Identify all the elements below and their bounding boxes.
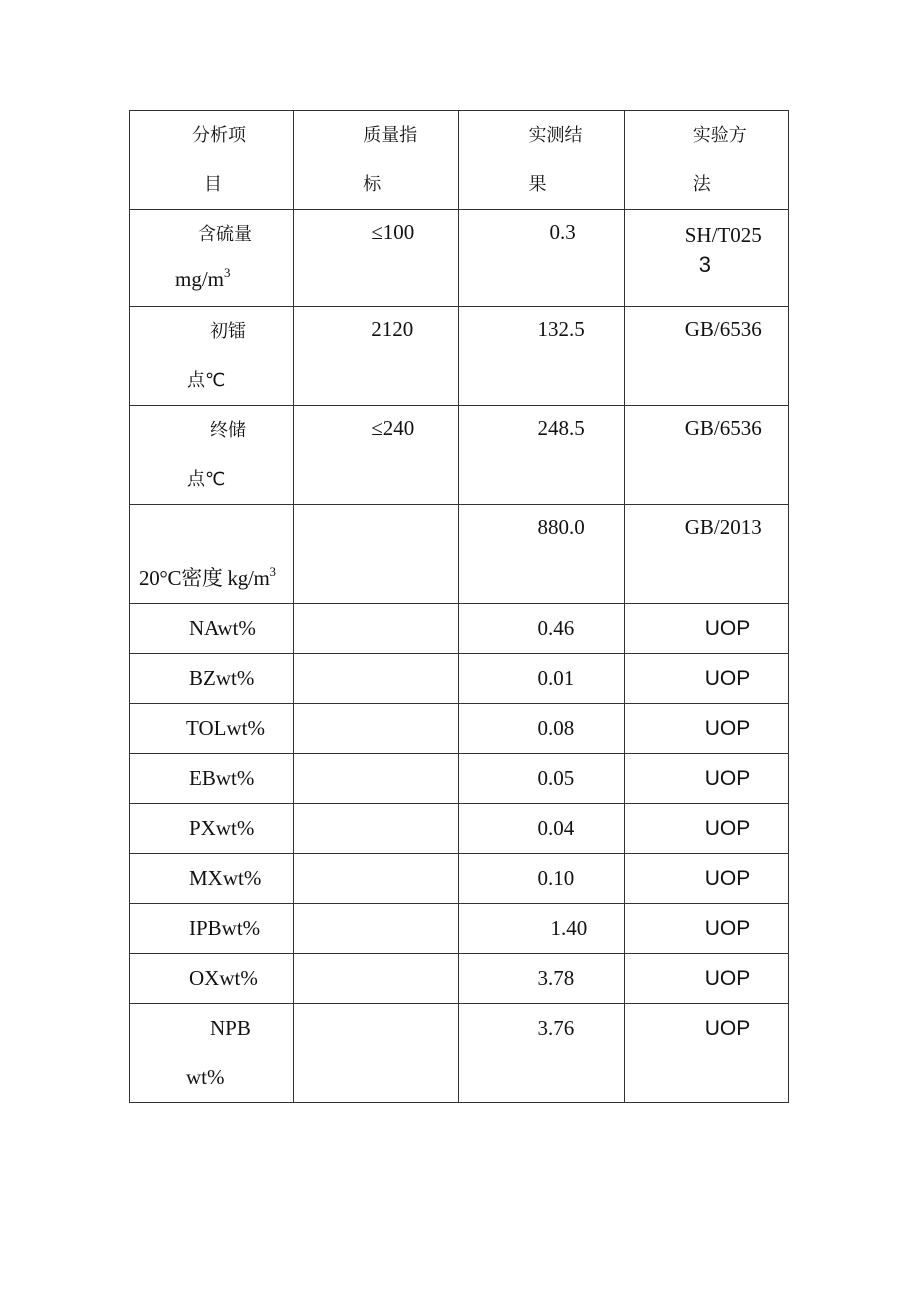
item-cell — [130, 754, 294, 804]
header-cell-result — [459, 111, 624, 210]
result-value: 132.5 — [537, 317, 585, 341]
table-header-row — [130, 111, 789, 210]
item-line-1: 初镭 — [210, 321, 246, 342]
item-cell — [130, 406, 294, 505]
item-label: TOLwt% — [186, 716, 265, 740]
item-label: MXwt% — [189, 866, 262, 890]
result-cell — [459, 307, 624, 406]
item-cell — [130, 704, 294, 754]
header-item-line-2: 目 — [204, 174, 222, 195]
table-row — [130, 604, 789, 654]
item-line-2 — [130, 255, 293, 304]
item-cell — [130, 604, 294, 654]
result-cell — [459, 754, 624, 804]
spec-cell — [294, 954, 459, 1004]
method-value: UOP — [704, 817, 751, 840]
method-value: UOP — [704, 967, 751, 990]
result-value: 0.04 — [537, 816, 575, 840]
result-cell — [459, 1004, 624, 1103]
spec-cell — [294, 704, 459, 754]
item-line-2: 点℃ — [187, 370, 226, 391]
method-cell — [624, 604, 788, 654]
table-row — [130, 854, 789, 904]
table-row — [130, 406, 789, 505]
table-row — [130, 1004, 789, 1103]
table-row — [130, 904, 789, 954]
spec-cell — [294, 904, 459, 954]
table-row — [130, 754, 789, 804]
item-cell — [130, 1004, 294, 1103]
header-spec-line-2: 标 — [363, 174, 382, 195]
method-value: UOP — [704, 667, 751, 690]
method-cell — [624, 406, 788, 505]
spec-cell — [294, 307, 459, 406]
method-line-2: 3 — [698, 252, 711, 277]
header-cell-item — [130, 111, 294, 210]
method-cell — [624, 904, 788, 954]
spec-value: ≤240 — [371, 416, 415, 440]
item-cell — [130, 505, 294, 604]
analysis-results-table — [129, 110, 789, 1103]
result-cell — [459, 804, 624, 854]
item-cell — [130, 954, 294, 1004]
table-row — [130, 954, 789, 1004]
header-method-line-2: 法 — [692, 174, 711, 195]
table-row — [130, 505, 789, 604]
spec-cell — [294, 854, 459, 904]
table-row — [130, 210, 789, 307]
item-label: IPBwt% — [189, 916, 261, 940]
item-label: BZwt% — [189, 666, 255, 690]
method-cell — [624, 704, 788, 754]
method-value: UOP — [704, 717, 751, 740]
result-cell — [459, 505, 624, 604]
unit-superscript: 3 — [224, 265, 231, 280]
result-cell — [459, 854, 624, 904]
item-line-1: 终储 — [210, 420, 246, 441]
spec-cell — [294, 604, 459, 654]
method-line-1: SH/T025 — [684, 223, 762, 247]
table-row — [130, 307, 789, 406]
result-cell — [459, 406, 624, 505]
result-cell — [459, 954, 624, 1004]
item-cell — [130, 854, 294, 904]
result-value: 0.08 — [537, 716, 575, 740]
header-spec-line-1: 质量指 — [363, 125, 418, 146]
method-value: UOP — [704, 617, 751, 640]
header-result-line-1: 实测结 — [528, 125, 583, 146]
item-cell — [130, 307, 294, 406]
spec-value: ≤100 — [371, 220, 415, 244]
table-row — [130, 654, 789, 704]
result-value: 248.5 — [537, 416, 585, 440]
result-cell — [459, 654, 624, 704]
table-row — [130, 704, 789, 754]
item-cell — [130, 654, 294, 704]
result-value: 0.01 — [537, 666, 575, 690]
method-cell — [624, 754, 788, 804]
spec-cell — [294, 1004, 459, 1103]
spec-cell — [294, 754, 459, 804]
spec-value: 2120 — [371, 317, 414, 341]
result-cell — [459, 210, 624, 307]
header-item-line-1: 分析项 — [192, 125, 246, 146]
spec-cell — [294, 505, 459, 604]
result-value: 0.46 — [537, 616, 575, 640]
method-cell — [624, 210, 788, 307]
item-unit: mg/m — [175, 267, 225, 291]
item-cell — [130, 210, 294, 307]
item-line-1: NPB — [210, 1016, 251, 1040]
header-result-line-2: 果 — [528, 174, 547, 195]
item-label: EBwt% — [189, 766, 255, 790]
result-cell — [459, 904, 624, 954]
unit-superscript: 3 — [269, 564, 276, 579]
item-label: OXwt% — [189, 966, 258, 990]
item-line-2: wt% — [186, 1065, 225, 1089]
method-value: UOP — [704, 867, 751, 890]
method-value: UOP — [704, 1017, 751, 1040]
method-value: GB/6536 — [684, 317, 762, 341]
result-value: 3.78 — [537, 966, 575, 990]
item-label: NAwt% — [189, 616, 256, 640]
header-method-line-1: 实验方 — [692, 125, 747, 146]
spec-cell — [294, 804, 459, 854]
spec-cell — [294, 654, 459, 704]
method-cell — [624, 654, 788, 704]
item-cell — [130, 904, 294, 954]
item-line — [130, 554, 293, 603]
method-value: GB/6536 — [684, 416, 762, 440]
result-value: 1.40 — [550, 916, 588, 940]
spec-cell — [294, 406, 459, 505]
method-value: UOP — [704, 917, 751, 940]
spec-cell — [294, 210, 459, 307]
method-cell — [624, 854, 788, 904]
method-cell — [624, 1004, 788, 1103]
result-value: 0.05 — [537, 766, 575, 790]
result-value: 0.10 — [537, 866, 575, 890]
item-label: 20°C密度 kg/m — [139, 566, 270, 590]
result-value: 3.76 — [537, 1016, 575, 1040]
result-cell — [459, 604, 624, 654]
item-line-2: 点℃ — [187, 469, 226, 490]
method-cell — [624, 954, 788, 1004]
result-cell — [459, 704, 624, 754]
header-cell-method — [624, 111, 788, 210]
method-cell — [624, 505, 788, 604]
method-value: UOP — [704, 767, 751, 790]
item-line-1: 含硫量 — [198, 224, 252, 245]
result-value: 0.3 — [549, 220, 576, 244]
item-cell — [130, 804, 294, 854]
item-label: PXwt% — [189, 816, 255, 840]
method-cell — [624, 307, 788, 406]
method-cell — [624, 804, 788, 854]
header-cell-spec — [294, 111, 459, 210]
method-value: GB/2013 — [684, 515, 762, 539]
table-row — [130, 804, 789, 854]
result-value: 880.0 — [537, 515, 585, 539]
